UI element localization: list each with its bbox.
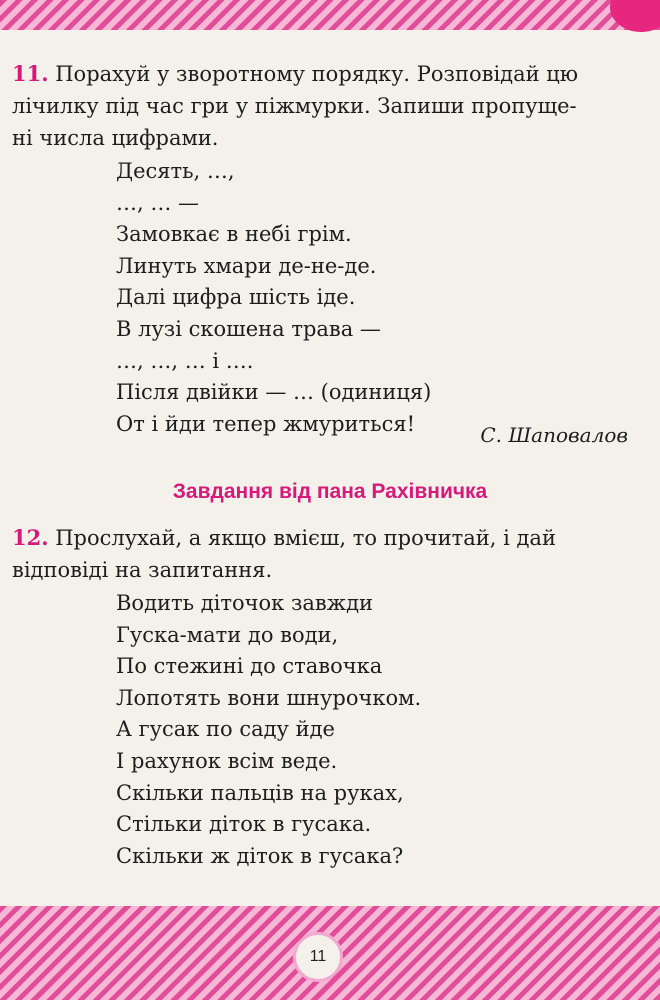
section-title: Завдання від пана Рахівничка [172, 480, 488, 503]
verse-line: А гусак по саду йде [116, 717, 335, 742]
task-12-instruction [12, 522, 642, 586]
verse-line: Водить діточок завжди [116, 591, 374, 615]
verse-line: …, … — [116, 190, 200, 215]
verse-line: Десять, …, [116, 159, 235, 183]
verse-line: Скільки ж діток в гусака? [116, 843, 404, 868]
verse-line: Скільки пальців на руках, [116, 780, 404, 805]
page-number: 11 [293, 932, 343, 982]
verse-line: Линуть хмари де-не-де. [116, 253, 377, 278]
task-12-text-line2: відповіді на запитання. [12, 558, 273, 582]
verse-line: В лузі скошена трава — [116, 316, 381, 341]
task-11-text-line2: лічилку під час гри у піжмурки. Запиши пропуще- [12, 94, 577, 118]
verse-line: Після двійки — … (одиниця) [116, 380, 432, 405]
task-11-text-line3: ні числа цифрами. [12, 126, 219, 150]
verse-line: І рахунок всім веде. [116, 748, 338, 773]
verse-line: Далі цифра шість іде. [116, 285, 356, 310]
verse-line: От і йди тепер жмуриться! [116, 411, 416, 436]
verse-line: Лопотять вони шнурочком. [116, 685, 422, 710]
top-stripe-border [0, 0, 660, 30]
task-12-verse [116, 588, 421, 872]
verse-line: …, …, … і …. [116, 348, 254, 373]
task-12-number: 12. [12, 525, 49, 550]
verse-line: Гуска-мати до води, [116, 622, 339, 647]
verse-line: По стежині до ставочка [116, 654, 383, 679]
poem-author: С. Шаповалов [480, 423, 628, 447]
task-11-text-line1: Порахуй у зворотному порядку. Розповідай цю [55, 62, 579, 86]
task-12-text-line1: Прослухай, а якщо вмієш, то прочитай, і дай [55, 526, 556, 550]
task-11-verse [116, 156, 431, 440]
task-11-number: 11. [12, 61, 49, 86]
verse-line: Замовкає в небі грім. [116, 222, 352, 247]
task-11-instruction [12, 58, 642, 154]
verse-line: Стільки діток в гусака. [116, 812, 372, 837]
